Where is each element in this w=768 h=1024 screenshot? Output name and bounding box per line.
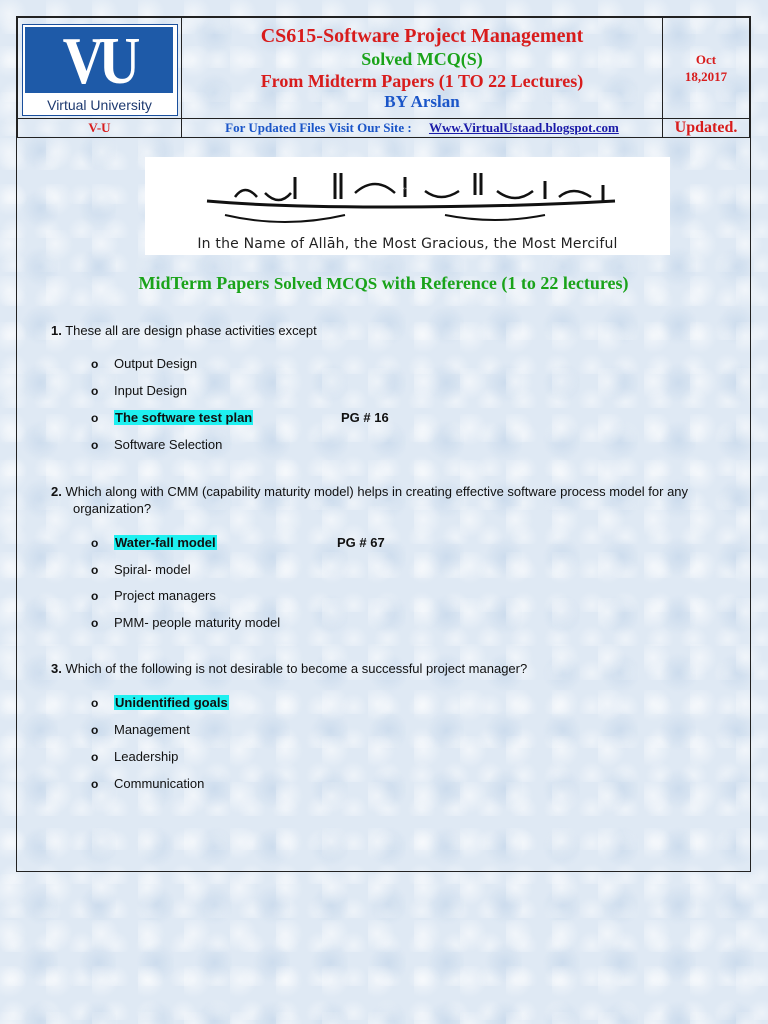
heading-part1: MidTerm Papers — [138, 273, 270, 293]
answer-highlight: The software test plan — [115, 410, 253, 425]
page-ref: PG # 16 — [341, 410, 389, 425]
option-1a: o Output Design — [91, 356, 198, 371]
question-2 — [51, 483, 741, 517]
bullet-icon: o — [91, 589, 99, 603]
vu-logo-mark — [25, 22, 173, 98]
question-text: Which along with CMM (capability maturity model) helps in creating effective software process model for any — [65, 484, 689, 499]
question-text: These all are design phase activities except — [65, 323, 317, 338]
bullet-icon: o — [91, 357, 99, 371]
option-2b: o Spiral- model — [91, 562, 191, 577]
logo-letters: VU — [62, 22, 135, 98]
option-3b: o Management — [91, 722, 190, 737]
bullet-icon: o — [91, 777, 99, 791]
question-number: 1. — [51, 323, 62, 338]
option-3c: o Leadership — [91, 749, 179, 764]
bullet-icon: o — [91, 750, 99, 764]
bullet-icon: o — [91, 438, 99, 452]
question-text: Which of the following is not desirable to become a successful project manager? — [65, 661, 528, 676]
heading-part2: Solved MCQS — [273, 274, 378, 293]
doc-range: From Midterm Papers (1 TO 22 Lectures) — [260, 71, 584, 91]
bullet-icon: o — [91, 384, 99, 398]
site-link[interactable]: Www.VirtualUstaad.blogspot.com — [428, 120, 619, 135]
bullet-icon: o — [91, 723, 99, 737]
doc-subtitle: Solved MCQ(S) — [361, 49, 483, 69]
question-3 — [51, 660, 741, 677]
option-1d: o Software Selection — [91, 437, 223, 452]
logo-cell — [18, 18, 182, 119]
updated-label: Updated. — [663, 119, 750, 138]
document-page — [16, 16, 751, 872]
bullet-icon: o — [91, 696, 99, 710]
logo-text: Virtual University — [47, 97, 152, 113]
vu-label: V-U — [18, 119, 182, 138]
heading-part3: with Reference (1 to 22 lectures) — [381, 273, 629, 293]
date-cell — [663, 18, 750, 119]
option-2d: o PMM- people maturity model — [91, 615, 281, 630]
doc-title: CS615-Software Project Management — [260, 25, 584, 47]
bullet-icon: o — [91, 616, 99, 630]
question-number: 2. — [51, 484, 62, 499]
bullet-icon: o — [91, 411, 99, 425]
header-table — [17, 17, 750, 138]
option-2a-answer — [91, 534, 411, 552]
bullet-icon: o — [91, 563, 99, 577]
date-day-year: 18,2017 — [684, 69, 728, 84]
question-1 — [51, 322, 741, 339]
title-cell — [182, 18, 663, 119]
doc-author: BY Arslan — [384, 92, 460, 111]
question-text-cont: organization? — [73, 501, 152, 516]
bismillah-english: In the Name of Allāh, the Most Gracious, the Most Merciful — [197, 236, 618, 252]
vu-logo — [22, 24, 178, 116]
answer-highlight: Unidentified goals — [115, 695, 228, 710]
answer-highlight: Water-fall model — [115, 535, 216, 550]
section-heading — [17, 273, 750, 294]
bismillah-banner — [145, 157, 670, 255]
bullet-icon: o — [91, 536, 99, 550]
svg-text:بِسۡمِ ٱللَّهِ ٱلرَّحۡمَٰنِ ٱل: بِسۡمِ ٱللَّهِ ٱلرَّحۡمَٰنِ ٱلرَّحِيمِ — [394, 188, 420, 190]
option-2c: o Project managers — [91, 588, 216, 603]
option-1c-answer — [91, 409, 411, 427]
option-3a-answer — [91, 694, 229, 712]
question-number: 3. — [51, 661, 62, 676]
visit-text: For Updated Files Visit Our Site : — [225, 120, 412, 135]
option-3d: o Communication — [91, 776, 205, 791]
date-month: Oct — [695, 52, 717, 67]
visit-cell — [182, 119, 663, 138]
page-ref: PG # 67 — [337, 535, 385, 550]
option-1b: o Input Design — [91, 383, 187, 398]
